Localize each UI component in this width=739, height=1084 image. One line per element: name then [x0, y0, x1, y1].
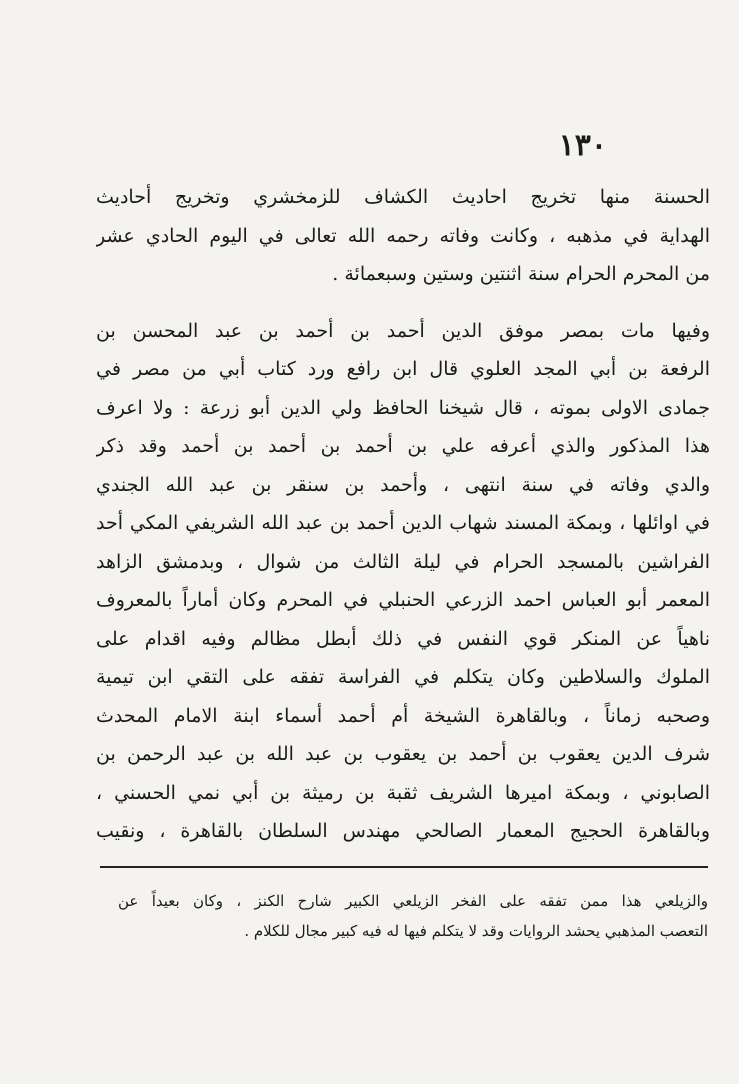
paragraph-gap — [96, 294, 710, 312]
text-line: الفراشين بالمسجد الحرام في ليلة الثالث من شوال ، وبدمشق الزاهد — [96, 550, 710, 573]
text-line: وفيها مات بمصر موفق الدين أحمد بن أحمد بن عبد المحسن بن — [96, 319, 710, 342]
footnote-line: التعصب المذهبي يحشد الروايات وقد لا يتكلم فيها له فيه كبير مجال للكلام . — [244, 922, 708, 940]
text-line: ناهياً عن المنكر قوي النفس في ذلك أبطل مظالم وفيه اقدام على — [96, 627, 710, 650]
text-line: الصابوني ، وبمكة اميرها الشريف ثقبة بن رميثة بن أبي نمي الحسني ، — [96, 781, 710, 804]
text-line: المعمر أبو العباس احمد الزرعي الحنبلي في المحرم وكان أماراً بالمعروف — [96, 589, 710, 611]
footnote — [118, 886, 708, 946]
text-line: من المحرم الحرام سنة اثنتين وستين وسبعمائة . — [332, 263, 710, 285]
page-number: ١٣٠ — [558, 128, 607, 163]
text-line: الهداية في مذهبه ، وكانت وفاته رحمه الله تعالى في اليوم الحادي عشر — [96, 224, 710, 247]
main-text — [96, 178, 710, 851]
text-line: الرفعة بن أبي المجد العلوي قال ابن رافع ورد كتاب أبي من مصر في — [96, 358, 710, 380]
text-line: جمادى الاولى بموته ، قال شيخنا الحافظ ولي الدين أبو زرعة : ولا اعرف — [96, 396, 710, 419]
footnote-divider — [100, 866, 708, 868]
text-line: في اوائلها ، وبمكة المسند شهاب الدين أحمد بن عبد الله الشريفي المكي أحد — [96, 512, 710, 534]
text-line: وصحبه زماناً ، وبالقاهرة الشيخة أم أحمد أسماء ابنة الامام المحدث — [96, 704, 710, 727]
footnote-line: والزيلعي هذا ممن تفقه على الفخر الزيلعي الكبير شارح الكنز ، وكان بعيداً عن — [118, 892, 708, 910]
text-line: شرف الدين يعقوب بن أحمد بن يعقوب بن عبد الله بن عبد الرحمن بن — [96, 743, 710, 765]
text-line: الحسنة منها تخريج احاديث الكشاف للزمخشري وتخريج أحاديث — [96, 186, 710, 208]
text-line: وبالقاهرة الحجيج المعمار الصالحي مهندس السلطان بالقاهرة ، ونقيب — [96, 820, 710, 842]
text-line: هذا المذكور والذي أعرفه علي بن أحمد بن أحمد بن أحمد وقد ذكر — [96, 435, 710, 457]
text-line: والدي وفاته في سنة انتهى ، وأحمد بن سنقر بن عبد الله الجندي — [96, 473, 710, 496]
text-line: الملوك والسلاطين وكان يتكلم في الفراسة تفقه على التقي ابن تيمية — [96, 666, 710, 688]
